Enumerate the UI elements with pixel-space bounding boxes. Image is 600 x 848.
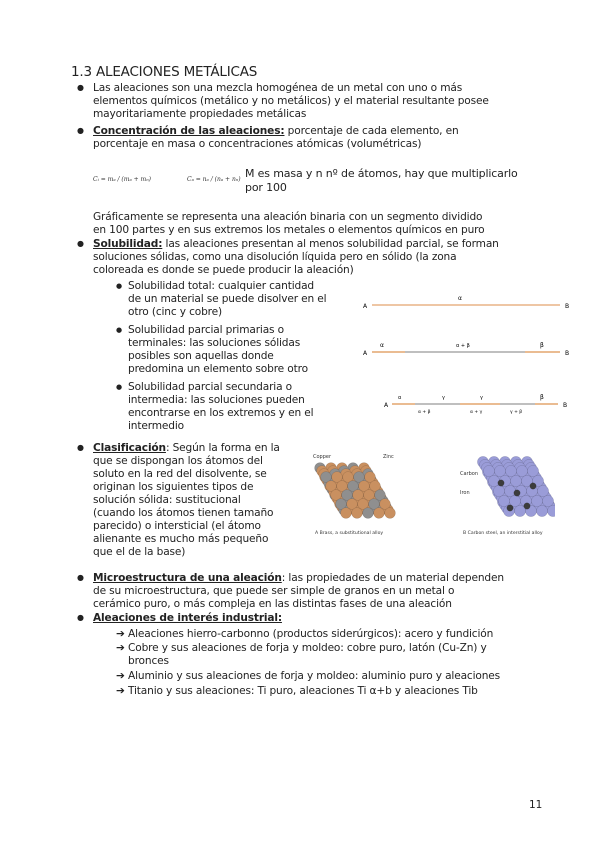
carbon-atom <box>498 480 504 486</box>
intro-line: Las aleaciones son una mezcla homogénea de un metal con uno o más <box>93 82 463 94</box>
clasificacion-line: solución sólida: sustitucional <box>93 494 241 506</box>
iron-atom <box>537 485 548 496</box>
label-a: A <box>363 350 368 357</box>
label-a: A <box>363 303 368 310</box>
industrial-item: Aluminio y sus aleaciones de forja y moldeo: aluminio puro y aleaciones <box>128 670 501 682</box>
iron-atom <box>531 495 542 506</box>
label-b: B <box>565 350 570 357</box>
label-alpha-beta: α + β <box>418 410 431 415</box>
label-b: B <box>563 402 568 409</box>
arrow-icon: ➔ <box>116 685 125 697</box>
concentracion-text: porcentaje de cada elemento, en <box>284 125 459 137</box>
clasificacion-label: Clasificación <box>93 442 166 454</box>
iron-atom <box>494 465 505 476</box>
solubilidad-label: Solubilidad: <box>93 238 163 250</box>
formula-atomic: Cₐ = nₐ / (nₐ + nₙ) <box>187 176 241 183</box>
page-number: 11 <box>529 799 543 811</box>
clasificacion-line: que se dispongan los átomos del <box>93 455 263 467</box>
copper-atom <box>341 508 352 519</box>
sub3-line: intermedio <box>128 420 184 432</box>
carbon-label: Carbon <box>460 471 479 477</box>
sub3-line: Solubilidad parcial secundaria o <box>128 381 292 393</box>
label-b: B <box>565 303 570 310</box>
intro-line: elementos químicos (metálico y no metálicos) y el material resultante posee <box>93 95 489 107</box>
bullet: ● <box>77 83 84 92</box>
sub2-line: posibles son aquellas donde <box>128 350 274 362</box>
industrial-item: Titanio y sus aleaciones: Ti puro, aleaciones Ti α+b y aleaciones Tib <box>128 685 478 697</box>
sub2-line: predomina un elemento sobre otro <box>128 363 308 375</box>
micro-label: Microestructura de una aleación <box>93 572 282 584</box>
formula-note: M es masa y n nº de átomos, hay que multiplicarlo <box>245 167 518 180</box>
concentracion-label: Concentración de las aleaciones: <box>93 125 285 137</box>
label-beta: β <box>540 342 544 349</box>
sub-bullet: ● <box>116 383 123 391</box>
zinc-atom <box>363 508 374 519</box>
clasificacion-line: (cuando los átomos tienen tamaño <box>93 507 274 519</box>
brass-lattice-image <box>315 463 396 519</box>
label-alpha: α <box>398 395 402 401</box>
arrow-icon: ➔ <box>116 670 125 682</box>
solubilidad-line <box>93 238 499 251</box>
arrow-icon: ➔ <box>116 628 125 640</box>
micro-line: de su microestructura, que puede ser simple de granos en un metal o <box>93 585 455 597</box>
concentracion-line2: porcentaje en masa o concentraciones atómicas (volumétricas) <box>93 138 422 150</box>
clasificacion-line: soluto en la red del disolvente, se <box>93 468 267 480</box>
sub2-line: Solubilidad parcial primarias o <box>128 324 284 336</box>
carbon-atom <box>524 503 530 509</box>
steel-caption: B Carbon steel, an interstitial alloy <box>463 531 543 536</box>
copper-atom <box>385 508 396 519</box>
intro-line: mayoritariamente propiedades metálicas <box>93 108 307 120</box>
clasificacion-text: : Según la forma en la <box>165 442 280 454</box>
solubilidad-text: las aleaciones presentan al menos solubilidad parcial, se forman <box>162 238 499 250</box>
copper-atom <box>374 508 385 519</box>
clasificacion-line: originan los siguientes tipos de <box>93 481 254 493</box>
copper-atom <box>352 508 363 519</box>
solubilidad-line: coloreada es donde se puede producir la aleación) <box>93 264 354 276</box>
iron-atom <box>527 465 538 476</box>
iron-atom <box>498 495 509 506</box>
alloy-illustrations <box>305 448 555 546</box>
iron-atom <box>483 465 494 476</box>
micro-text: : las propiedades de un material dependen <box>281 572 504 584</box>
carbon-atom <box>507 505 513 511</box>
carbon-atom <box>514 490 520 496</box>
label-alpha: α <box>380 342 384 349</box>
iron-atom <box>493 485 504 496</box>
carbon-atom <box>530 483 536 489</box>
iron-atom <box>504 485 515 496</box>
brass-caption: A Brass, a substitutional alloy <box>315 531 384 536</box>
bullet: ● <box>77 239 84 248</box>
concentracion-line <box>93 125 459 138</box>
solubilidad-line: soluciones sólidas, como una disolución líquida pero en sólido (la zona <box>93 251 457 263</box>
sub1-line: otro (cinc y cobre) <box>128 306 223 318</box>
label-alpha: α <box>458 295 462 302</box>
arrow-icon: ➔ <box>116 642 125 654</box>
section-title: 1.3 ALEACIONES METÁLICAS <box>71 64 258 80</box>
industrial-label-text: Aleaciones de interés industrial: <box>93 612 282 624</box>
industrial-item: bronces <box>128 655 169 667</box>
sub-bullet: ● <box>116 326 123 334</box>
sub-bullet: ● <box>116 282 123 290</box>
clasificacion-line: alienante es mucho más pequeño <box>93 533 269 545</box>
iron-label: Iron <box>460 490 470 496</box>
label-alpha-beta: α + β <box>456 343 470 349</box>
label-gamma-beta: γ + β <box>510 410 523 415</box>
industrial-item: Cobre y sus aleaciones de forja y moldeo: cobre puro, latón (Cu-Zn) y <box>128 642 487 654</box>
iron-atom <box>488 475 499 486</box>
sub1-line: de un material se puede disolver en el <box>128 293 327 305</box>
iron-atom <box>536 505 547 516</box>
micro-line <box>93 572 504 585</box>
sub1-line: Solubilidad total: cualquier cantidad <box>128 280 315 292</box>
clasificacion-line: que el de la base) <box>93 546 186 558</box>
solubility-diagram <box>360 285 580 425</box>
micro-line: cerámico puro, o más compleja en las distintas fases de una aleación <box>93 598 452 610</box>
clasificacion-line <box>93 442 280 455</box>
bullet: ● <box>77 443 84 452</box>
sub3-line: encontrarse en los extremos y en el <box>128 407 314 419</box>
grafica-line: Gráficamente se representa una aleación binaria con un segmento dividido <box>93 211 483 223</box>
label-gamma: γ <box>442 395 445 401</box>
label-beta: β <box>540 394 544 401</box>
formula-mass: Cᵢ = mₐ / (mₐ + mₙ) <box>93 176 152 183</box>
sub3-line: intermedia: las soluciones pueden <box>128 394 305 406</box>
label-gamma: γ <box>480 395 483 401</box>
label-a: A <box>384 402 389 409</box>
bullet: ● <box>77 613 84 622</box>
industrial-label <box>93 612 282 625</box>
iron-atom <box>510 475 521 486</box>
clasificacion-line: parecido) o intersticial (el átomo <box>93 520 261 532</box>
iron-atom <box>542 495 553 506</box>
sub2-line: terminales: las soluciones sólidas <box>128 337 301 349</box>
industrial-item: Aleaciones hierro-carbonno (productos siderúrgicos): acero y fundición <box>128 628 494 640</box>
iron-atom <box>505 465 516 476</box>
zinc-label: Zinc <box>383 454 394 460</box>
copper-label: Copper <box>313 454 332 460</box>
steel-lattice-image <box>477 456 555 516</box>
label-alpha-gamma: α + γ <box>470 410 483 415</box>
bullet: ● <box>77 573 84 582</box>
bullet: ● <box>77 126 84 135</box>
grafica-line: en 100 partes y en sus extremos los metales o elementos químicos en puro <box>93 224 485 236</box>
formula-note: por 100 <box>245 181 287 194</box>
iron-atom <box>516 465 527 476</box>
